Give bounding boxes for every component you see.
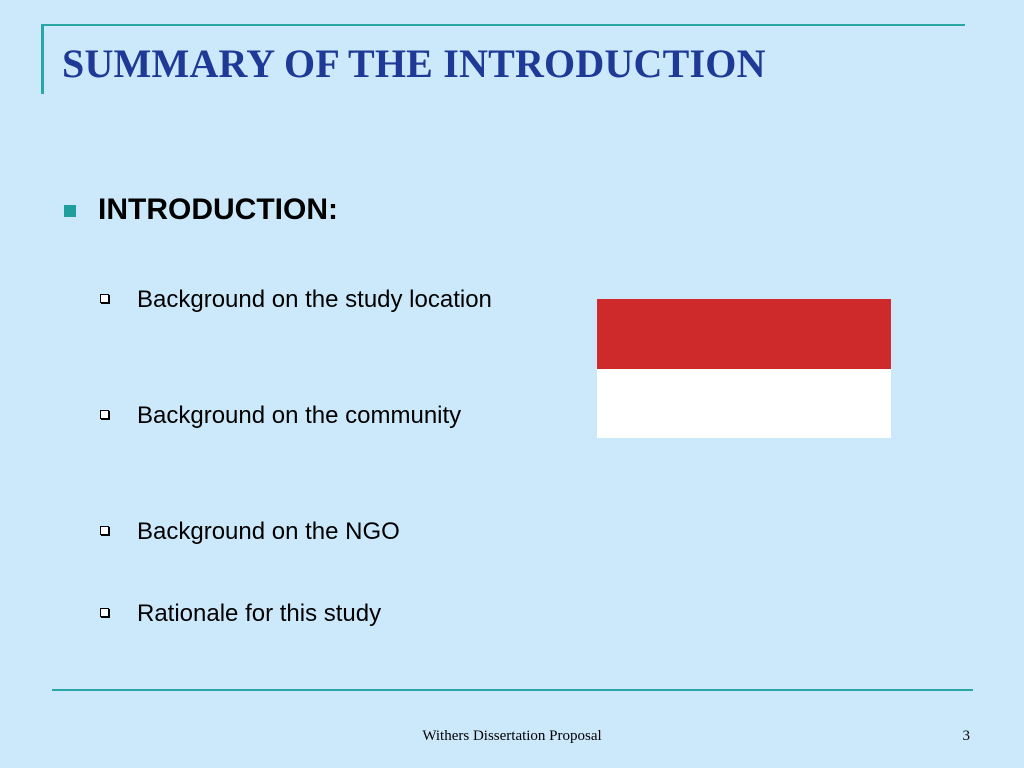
title-frame-horizontal-line <box>41 24 965 26</box>
hollow-square-bullet-icon <box>100 410 109 419</box>
list-item-label: Background on the NGO <box>137 518 400 545</box>
footer-divider <box>52 689 973 691</box>
hollow-square-bullet-icon <box>100 294 109 303</box>
hollow-square-bullet-icon <box>100 608 109 617</box>
slide-title: SUMMARY OF THE INTRODUCTION <box>62 41 766 86</box>
page-number: 3 <box>962 728 970 744</box>
square-bullet-icon <box>64 205 76 217</box>
flag-red-stripe <box>597 299 891 369</box>
list-item-label: Background on the study location <box>137 286 492 313</box>
title-frame-vertical-line <box>41 24 44 94</box>
flag-image <box>597 299 891 438</box>
footer-text: Withers Dissertation Proposal <box>422 728 602 744</box>
section-heading: INTRODUCTION: <box>98 193 338 226</box>
list-item-label: Rationale for this study <box>137 600 382 627</box>
hollow-square-bullet-icon <box>100 526 109 535</box>
flag-white-stripe <box>597 369 891 438</box>
list-item-label: Background on the community <box>137 402 462 429</box>
